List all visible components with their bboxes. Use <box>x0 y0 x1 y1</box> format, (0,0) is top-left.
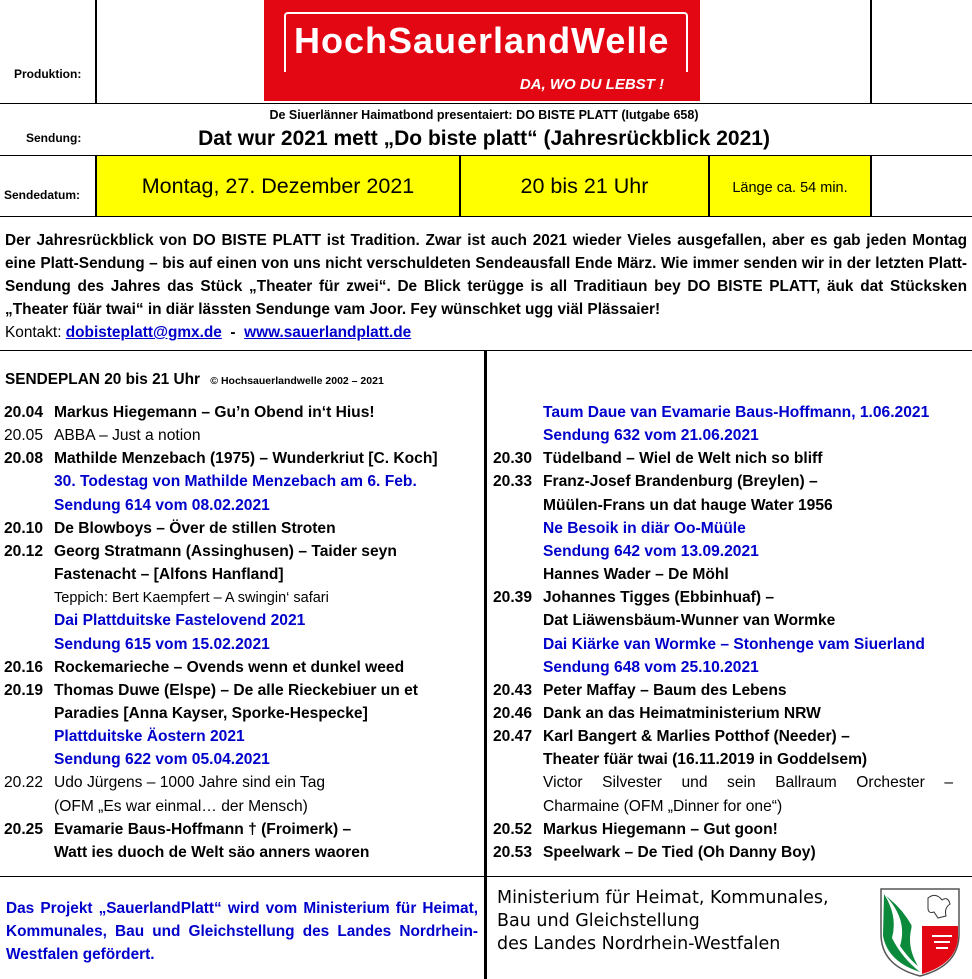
schedule-entry: Plattduitske Äostern 2021 <box>54 728 245 746</box>
sendung-label: Sendung: <box>26 131 82 145</box>
ministry-line: Bau und Gleichstellung <box>497 911 700 931</box>
nrw-coat-of-arms-icon <box>878 886 962 978</box>
email-link[interactable]: dobisteplatt@gmx.de <box>65 324 222 341</box>
schedule-entry: Evamarie Baus-Hoffmann † (Froimerk) – <box>54 820 352 838</box>
intro-text: Der Jahresrückblick von DO BISTE PLATT ist Tradition. Zwar ist auch 2021 wieder Vieles ausgefallen, aber es gab jeden Montag eine Platt-Sendung – bis auf einen von uns nicht verschuldeten Sendeausfall Ende März. Wie immer senden wir in der letzten Platt-Sendung des Jahres das Stück „Theater für zwei“. De Blick terügge is all Traditiaun bey DO BISTE PLATT, äuk dat Stücksken „Theater füär twai“ in diär lässten Sendunge vam Joor. Fey wünschket ugg viäl Plässaier! <box>5 232 967 318</box>
schedule-row <box>4 725 482 748</box>
project-funding-text: Das Projekt „SauerlandPlatt“ wird vom Ministerium für Heimat, Kommunales, Bau und Gleichstellung des Landes Nordrhein-Westfalen gefördert. <box>6 900 478 963</box>
ministry-line: des Landes Nordrhein-Westfalen <box>497 934 781 954</box>
schedule-entry: Udo Jürgens – 1000 Jahre sind ein Tag <box>54 774 326 792</box>
schedule-entry: Müülen-Frans un dat hauge Water 1956 <box>543 496 833 514</box>
schedule-row <box>493 725 953 748</box>
schedule-row <box>4 841 482 864</box>
schedule-row <box>493 633 953 656</box>
schedule-row <box>493 795 953 818</box>
schedule-time: 20.39 <box>493 589 533 607</box>
divider <box>0 216 972 217</box>
schedule-entry: Sendung 648 vom 25.10.2021 <box>543 658 759 676</box>
schedule-entry: Teppich: Bert Kaempfert – A swingin‘ safari <box>54 590 329 607</box>
schedule-row <box>493 517 953 540</box>
schedule-row <box>493 424 953 447</box>
broadcast-time-text: 20 bis 21 Uhr <box>520 173 649 198</box>
website-link[interactable]: www.sauerlandplatt.de <box>244 324 412 341</box>
hochsauerlandwelle-logo <box>264 0 700 101</box>
broadcast-time <box>461 156 710 216</box>
broadcast-date-text: Montag, 27. Dezember 2021 <box>141 173 415 198</box>
schedule-entry: Ne Besoik in diär Oo-Müüle <box>543 519 746 537</box>
broadcast-length-text: Länge ca. 54 min. <box>732 180 848 196</box>
schedule-time: 20.47 <box>493 728 533 746</box>
schedule-entry: Sendung 632 vom 21.06.2021 <box>543 427 759 445</box>
schedule-row <box>493 540 953 563</box>
schedule-entry: Dank an das Heimatministerium NRW <box>543 704 821 722</box>
schedule-time: 20.43 <box>493 681 533 699</box>
schedule-row <box>493 609 953 632</box>
schedule-row <box>493 586 953 609</box>
schedule-row <box>4 517 482 540</box>
schedule-time: 20.46 <box>493 704 533 722</box>
schedule-entry: Sendung 614 vom 08.02.2021 <box>54 496 270 514</box>
divider <box>484 350 487 979</box>
schedule-time: 20.05 <box>4 427 44 445</box>
schedule-entry: Sendung 622 vom 05.04.2021 <box>54 751 270 769</box>
schedule-row <box>4 633 482 656</box>
schedule-entry: Georg Stratmann (Assinghusen) – Taider seyn <box>54 542 397 560</box>
sendung-subtitle: De Siuerlänner Haimatbond presentaiert: DO BISTE PLATT (Iutgabe 658) <box>269 108 699 122</box>
schedule-entry: Dai Plattduitske Fastelovend 2021 <box>54 612 306 630</box>
schedule-entry: Taum Daue van Evamarie Baus-Hoffmann, 1.06.2021 <box>543 404 930 421</box>
schedule-time: 20.04 <box>4 404 44 421</box>
sendeplan-title: SENDEPLAN 20 bis 21 Uhr <box>5 371 201 388</box>
schedule-row <box>4 586 482 610</box>
schedule-entry: Thomas Duwe (Elspe) – De alle Rieckebiuer un et <box>54 681 418 699</box>
schedule-time: 20.53 <box>493 843 533 861</box>
schedule-time: 20.08 <box>4 450 44 468</box>
schedule-entry: Speelwark – De Tied (Oh Danny Boy) <box>543 843 816 861</box>
schedule-row <box>4 795 482 818</box>
schedule-row <box>4 818 482 841</box>
schedule-row <box>4 494 482 517</box>
schedule-row <box>493 470 953 493</box>
schedule-row <box>493 656 953 679</box>
schedule-entry: Charmaine (OFM „Dinner for one“) <box>543 797 783 815</box>
sendeplan-heading <box>5 371 384 389</box>
schedule-entry: Markus Hiegemann – Gu’n Obend in‘t Hius! <box>54 404 375 421</box>
sendeplan-copyright: © Hochsauerlandwelle 2002 – 2021 <box>210 375 384 387</box>
logo-slogan: DA, WO DU LEBST ! <box>519 76 664 93</box>
schedule-time: 20.25 <box>4 820 44 838</box>
contact-separator: - <box>230 324 236 341</box>
schedule-entry: Peter Maffay – Baum des Lebens <box>543 681 787 699</box>
schedule-row <box>4 771 482 794</box>
schedule-row <box>493 401 953 424</box>
schedule-row <box>493 748 953 771</box>
schedule-row <box>493 818 953 841</box>
schedule-row <box>4 609 482 632</box>
schedule-row <box>493 702 953 725</box>
schedule-entry: Karl Bangert & Marlies Potthof (Needer) – <box>543 728 850 746</box>
schedule-time: 20.22 <box>4 774 44 792</box>
intro-section <box>5 229 967 344</box>
schedule-entry: 30. Todestag von Mathilde Menzebach am 6. Feb. <box>54 473 417 491</box>
schedule-entry: Theater füär twai (16.11.2019 in Goddelsem) <box>543 751 868 769</box>
schedule-row <box>493 771 953 794</box>
schedule-row <box>4 540 482 563</box>
logo-name: HochSauerlandWelle <box>294 20 670 61</box>
schedule-row <box>4 656 482 679</box>
sendung-title: Dat wur 2021 mett „Do biste platt“ (Jahresrückblick 2021) <box>198 127 770 150</box>
divider <box>95 0 97 103</box>
schedule-entry: Dat Liäwensbäum-Wunner van Wormke <box>543 612 836 630</box>
produktion-label: Produktion: <box>14 67 82 81</box>
schedule-row <box>493 841 953 864</box>
schedule-entry: Johannes Tigges (Ebbinhuaf) – <box>543 589 775 607</box>
schedule-time: 20.10 <box>4 519 44 537</box>
broadcast-length <box>710 156 872 216</box>
schedule-row <box>4 748 482 771</box>
schedule-entry: (OFM „Es war einmal… der Mensch) <box>54 797 308 815</box>
schedule-row <box>4 447 482 470</box>
schedule-time: 20.33 <box>493 473 533 491</box>
schedule-entry: Tüdelband – Wiel de Welt nich so bliff <box>543 450 823 468</box>
schedule-entry: Victor Silvester und sein Ballraum Orchester – <box>543 774 953 792</box>
contact-label: Kontakt: <box>5 324 62 341</box>
schedule-entry: De Blowboys – Över de stillen Stroten <box>54 519 336 537</box>
schedule-row <box>4 401 482 424</box>
schedule-entry: Dai Kiärke van Wormke – Stonhenge vam Siuerland <box>543 635 925 653</box>
schedule-row <box>493 563 953 586</box>
schedule-row <box>493 447 953 470</box>
schedule-time: 20.12 <box>4 542 44 560</box>
schedule-entry: Franz-Josef Brandenburg (Breylen) – <box>543 473 818 491</box>
schedule-row <box>4 563 482 586</box>
divider <box>870 0 872 103</box>
schedule-time: 20.19 <box>4 681 44 699</box>
schedule-row <box>4 702 482 725</box>
schedule-row <box>493 494 953 517</box>
contact-line <box>5 321 967 344</box>
ministry-line: Ministerium für Heimat, Kommunales, <box>497 888 829 908</box>
schedule-entry: Watt ies duoch de Welt säo anners waoren <box>54 843 370 861</box>
schedule-entry: ABBA – Just a notion <box>54 427 201 445</box>
schedule-row <box>4 679 482 702</box>
ministry-name <box>497 887 829 956</box>
schedule-entry: Paradies [Anna Kayser, Sporke-Hespecke] <box>54 704 368 722</box>
schedule-row <box>4 424 482 447</box>
schedule-entry: Hannes Wader – De Möhl <box>543 566 729 584</box>
sendedatum-label: Sendedatum: <box>4 188 81 202</box>
schedule-entry: Fastenacht – [Alfons Hanfland] <box>54 566 284 584</box>
schedule-entry: Rockemarieche – Ovends wenn et dunkel weed <box>54 658 405 676</box>
schedule-time: 20.30 <box>493 450 533 468</box>
schedule-time: 20.52 <box>493 820 533 838</box>
schedule-entry: Markus Hiegemann – Gut goon! <box>543 820 778 838</box>
broadcast-date <box>95 156 461 216</box>
schedule-row <box>4 470 482 493</box>
schedule-time: 20.16 <box>4 658 44 676</box>
schedule-entry: Sendung 642 vom 13.09.2021 <box>543 542 759 560</box>
divider <box>0 103 972 104</box>
schedule-row <box>493 679 953 702</box>
schedule-entry: Mathilde Menzebach (1975) – Wunderkriut [C. Koch] <box>54 450 438 468</box>
schedule-entry: Sendung 615 vom 15.02.2021 <box>54 635 270 653</box>
